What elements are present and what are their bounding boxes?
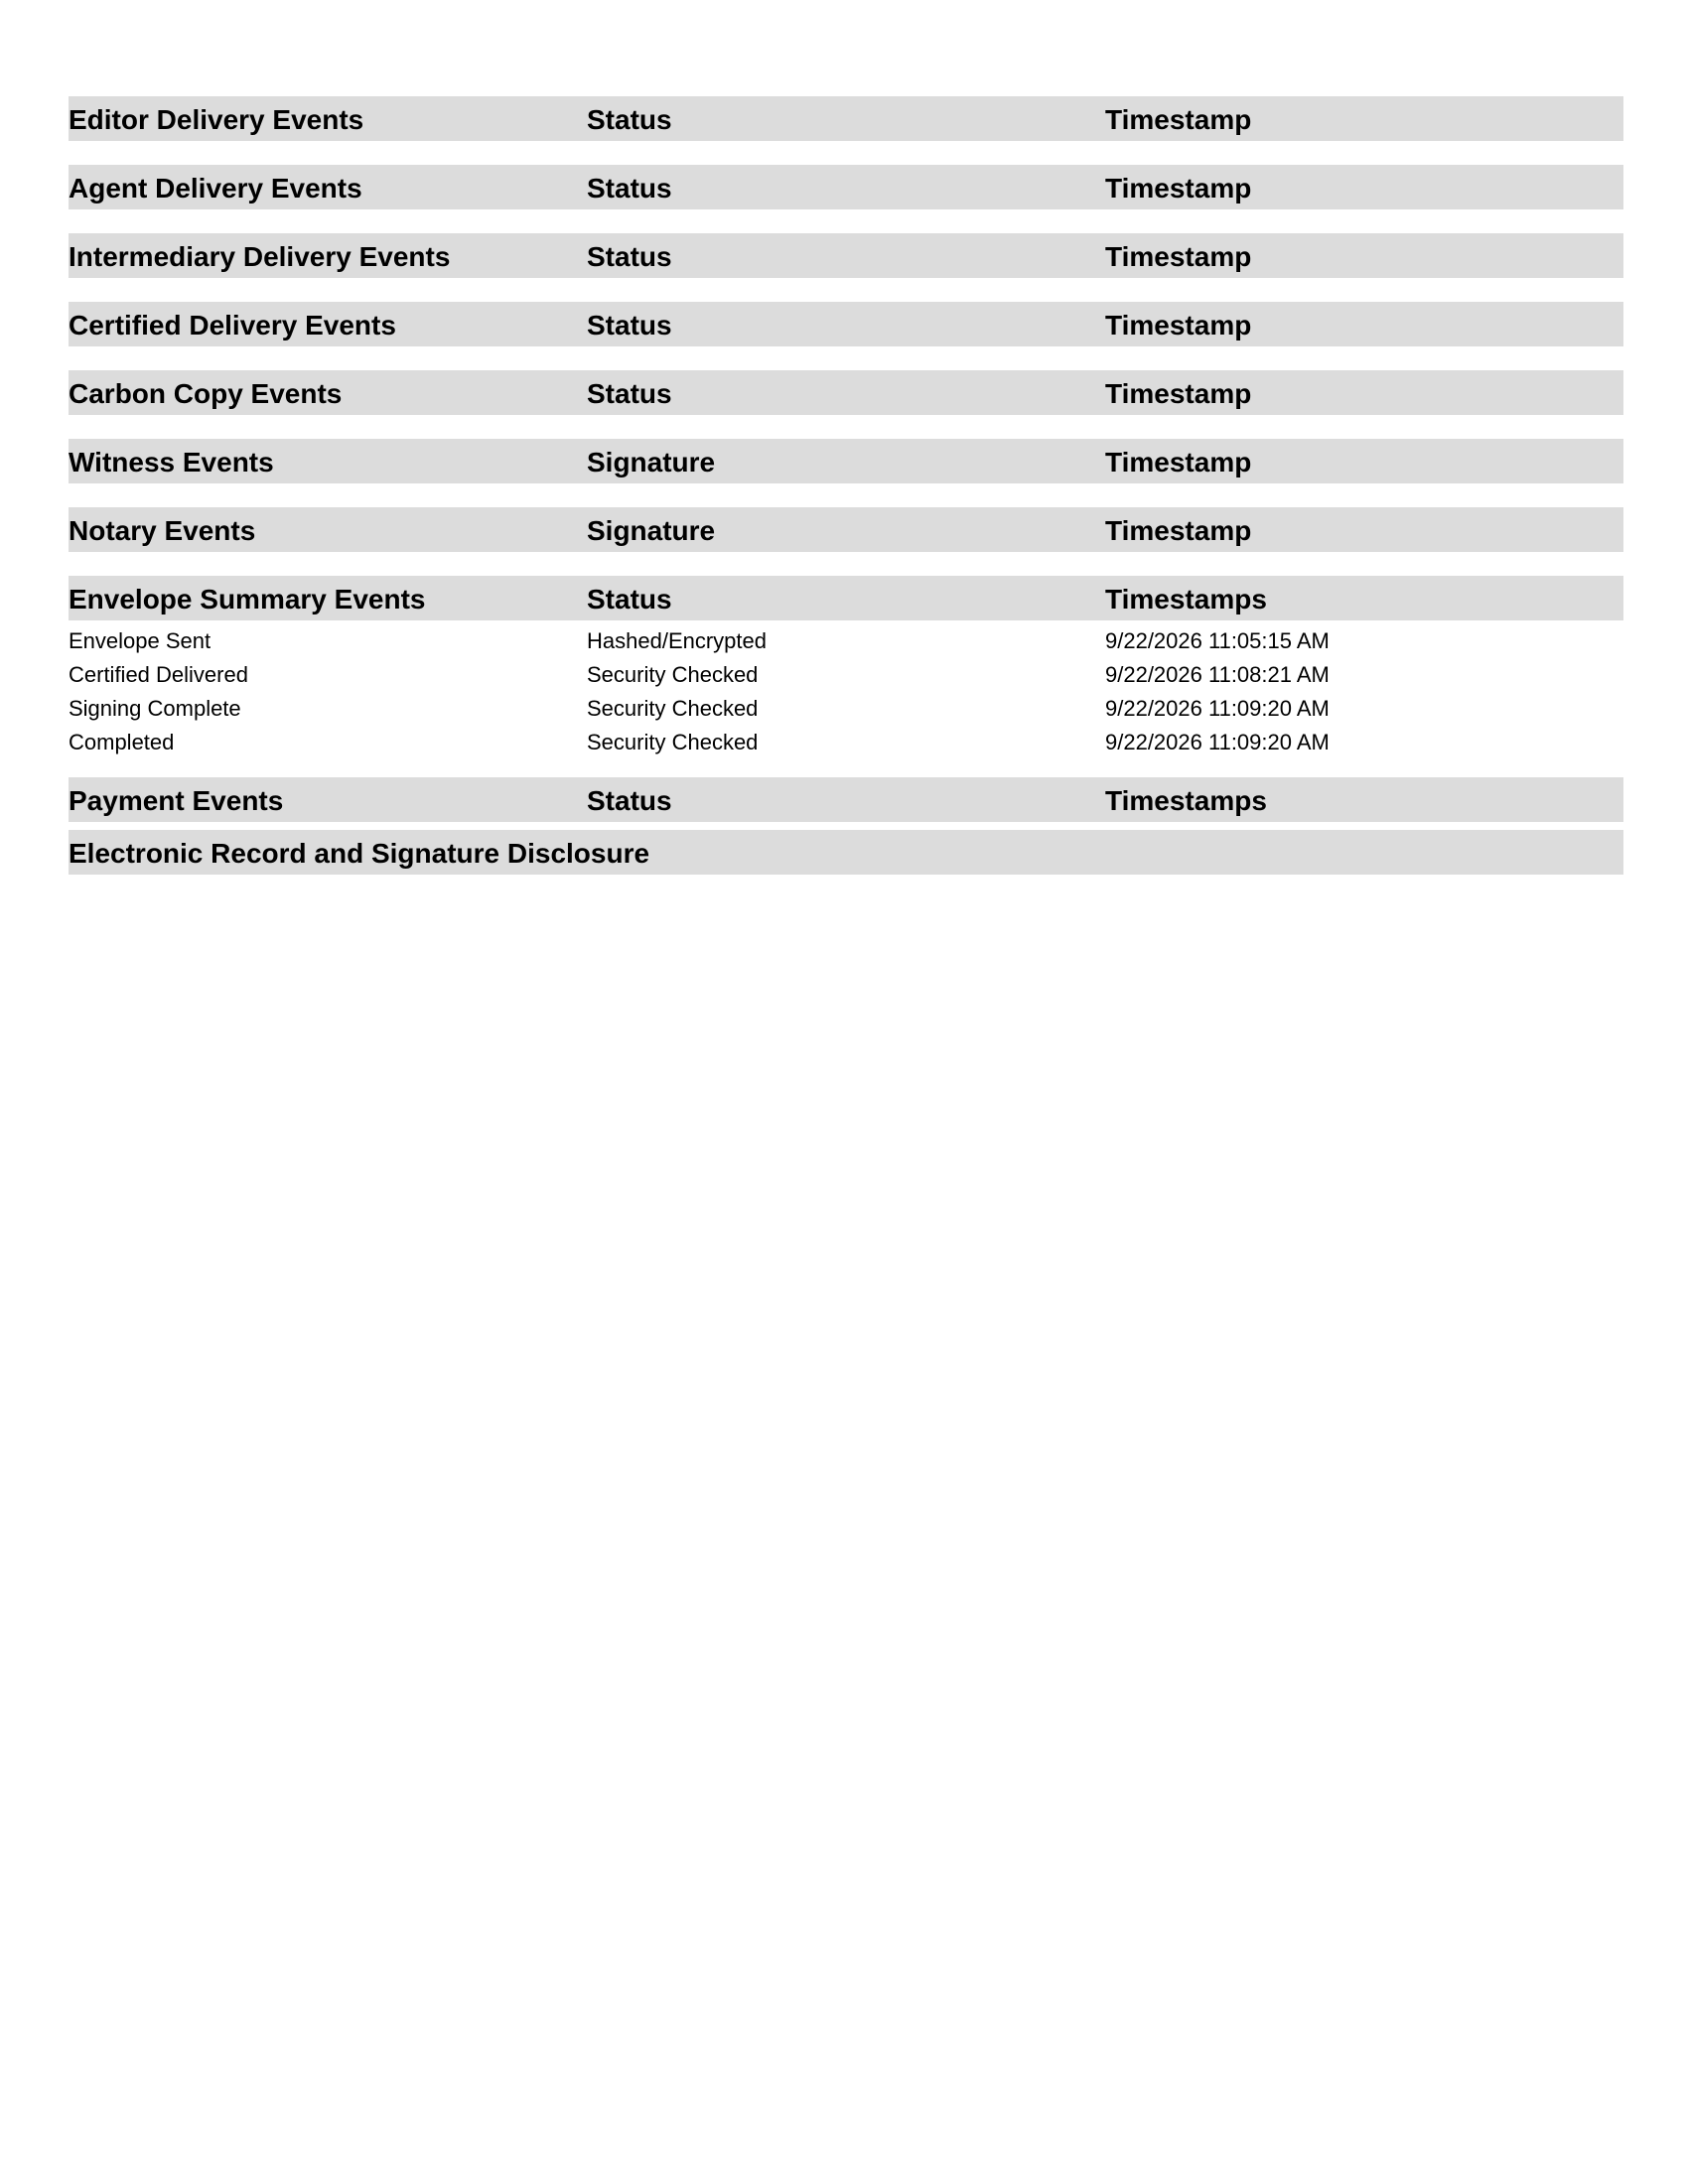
event-status: Hashed/Encrypted: [587, 628, 767, 653]
event-timestamp: 9/22/2026 11:08:21 AM: [1105, 662, 1330, 687]
section-title: Payment Events: [69, 785, 284, 816]
column-header-status: Status: [587, 241, 672, 272]
column-header-timestamp: Timestamp: [1105, 310, 1252, 341]
section-header-notary-events: [69, 507, 1623, 552]
section-header-agent-delivery-events: [69, 165, 1623, 209]
column-header-status: Status: [587, 584, 672, 614]
table-row: [69, 658, 1623, 692]
section-header-envelope-summary-events: [69, 576, 1623, 620]
section-header-payment-events: [69, 777, 1623, 822]
event-status: Security Checked: [587, 696, 759, 721]
column-header-signature: Signature: [587, 515, 716, 546]
section-title: Certified Delivery Events: [69, 310, 396, 341]
column-header-timestamps: Timestamps: [1105, 584, 1267, 614]
column-header-status: Status: [587, 173, 672, 204]
event-status: Security Checked: [587, 662, 759, 687]
event-timestamp: 9/22/2026 11:09:20 AM: [1105, 696, 1330, 721]
section-header-certified-delivery-events: [69, 302, 1623, 346]
column-header-timestamp: Timestamp: [1105, 515, 1252, 546]
section-header-electronic-record-disclosure: [69, 830, 1623, 875]
column-header-timestamps: Timestamps: [1105, 785, 1267, 816]
event-name: Envelope Sent: [69, 628, 211, 653]
column-header-timestamp: Timestamp: [1105, 104, 1252, 135]
column-header-status: Status: [587, 378, 672, 409]
section-title: Notary Events: [69, 515, 256, 546]
column-header-signature: Signature: [587, 447, 716, 478]
section-header-intermediary-delivery-events: [69, 233, 1623, 278]
column-header-status: Status: [587, 104, 672, 135]
section-header-carbon-copy-events: [69, 370, 1623, 415]
table-row: [69, 692, 1623, 726]
event-timestamp: 9/22/2026 11:09:20 AM: [1105, 730, 1330, 754]
section-header-witness-events: [69, 439, 1623, 483]
table-row: [69, 726, 1623, 759]
event-name: Certified Delivered: [69, 662, 248, 687]
event-name: Signing Complete: [69, 696, 241, 721]
column-header-timestamp: Timestamp: [1105, 378, 1252, 409]
column-header-timestamp: Timestamp: [1105, 447, 1252, 478]
section-title: Electronic Record and Signature Disclosure: [69, 838, 650, 869]
event-status: Security Checked: [587, 730, 759, 754]
section-title: Editor Delivery Events: [69, 104, 364, 135]
column-header-status: Status: [587, 310, 672, 341]
column-header-timestamp: Timestamp: [1105, 241, 1252, 272]
section-title: Envelope Summary Events: [69, 584, 426, 614]
event-timestamp: 9/22/2026 11:05:15 AM: [1105, 628, 1330, 653]
event-name: Completed: [69, 730, 175, 754]
table-row: [69, 624, 1623, 658]
section-title: Agent Delivery Events: [69, 173, 362, 204]
column-header-status: Status: [587, 785, 672, 816]
section-title: Intermediary Delivery Events: [69, 241, 451, 272]
section-title: Witness Events: [69, 447, 274, 478]
section-title: Carbon Copy Events: [69, 378, 343, 409]
section-header-editor-delivery-events: [69, 96, 1623, 141]
column-header-timestamp: Timestamp: [1105, 173, 1252, 204]
